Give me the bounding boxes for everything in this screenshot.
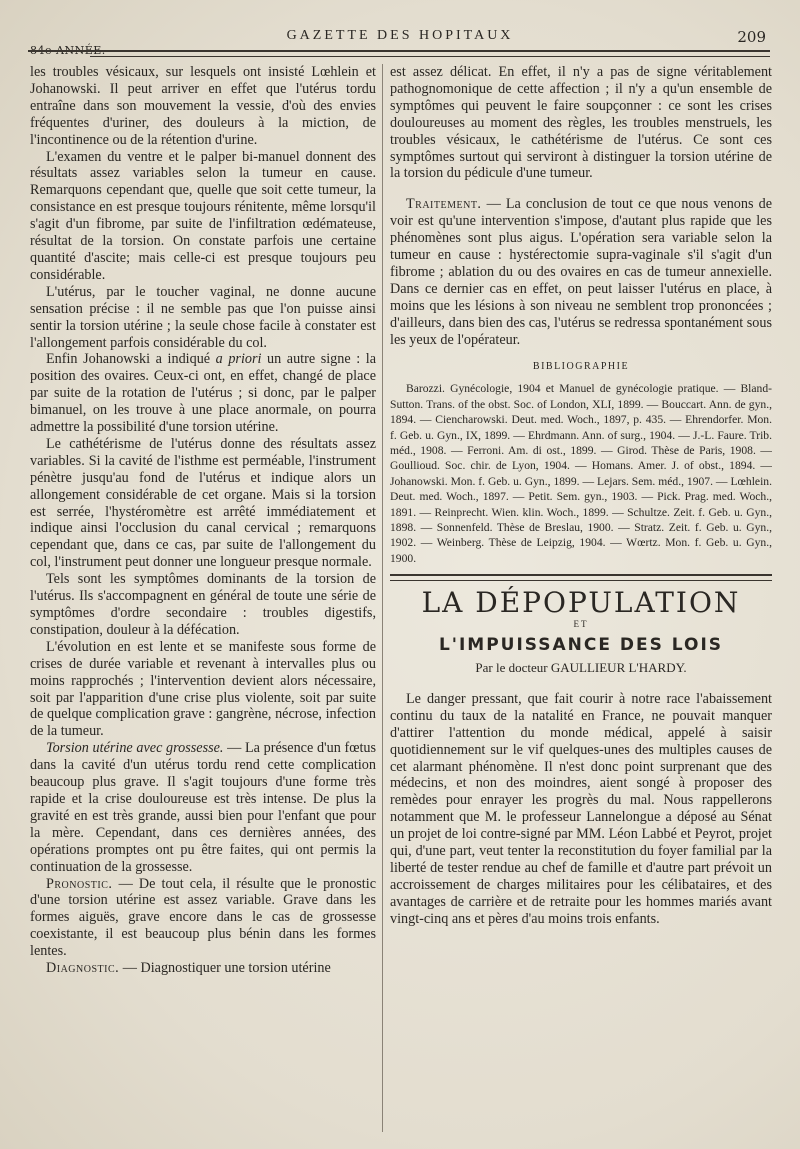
left-column <box>30 64 376 1134</box>
article-separator <box>390 574 772 581</box>
paragraph <box>390 196 772 348</box>
article-subtitle: L'IMPUISSANCE DES LOIS <box>438 635 724 656</box>
paragraph <box>30 740 376 875</box>
header-rule-thin <box>90 56 770 57</box>
running-title: GAZETTE DES HOPITAUX <box>286 28 514 43</box>
section-heading: Torsion utérine avec grossesse. <box>46 740 224 757</box>
text-run: — La conclusion de tout ce que nous venons de voir est qu'une intervention s'impose, d'autant plus rapide que les phénomènes sont plus aigus. L'opération sera variable selon la tumeur en cause : hystérectomie supra-vaginale s'il s'agit d'un fibrome ; ablation du ou des ovaires en cas de tumeur annexielle. Dans ce dernier cas en effet, on peut laisser l'utérus en place, à moins que les lésions à son niveau ne semblent trop prononcées ; d'ailleurs, dans bien des cas, l'utérus se redressa spontanément sous les yeux de l'opérateur. <box>390 196 772 348</box>
paragraph <box>30 876 376 961</box>
italic-run: a priori <box>215 351 262 368</box>
paragraph <box>30 960 376 977</box>
volume-label: 84e ANNÉE. <box>30 44 106 57</box>
paragraph <box>30 351 376 436</box>
article-conjunction: ET <box>573 619 589 630</box>
text-run: — La présence d'un fœtus dans la cavité d'un utérus tordu rend cette complication beaucoup plus grave. Il s'agit toujours d'une forme très rapide et la crise douloureuse est très intense. De plus la gravité en est très grande, aussi bien pour l'enfant que pour la mère. Cependant, dans ces dernières années, des opérations promptes ont pu être faites, qui ont permis la continuation de la grossesse. <box>30 740 376 875</box>
column-divider <box>382 64 383 1132</box>
paragraph: Tels sont les symptômes dominants de la torsion de l'utérus. Ils s'accompagnent en général de toute une série de symptômes d'ordre secondaire : troubles digestifs, constipation, douleur à la défécation. <box>30 571 376 638</box>
paragraph: Le danger pressant, que fait courir à notre race l'abaissement continu du taux de la natalité en France, ne pouvait manquer d'attirer l'attention du monde médical, appelé à saisir quotidiennement sur le vif quelques-unes des multiples causes de cet alarmant phénomène. Il n'est donc point surprenant que des médecins, et non des moindres, aient songé à proposer des remèdes pour enrayer les progrès du mal. Nous rappellerons notamment que M. le professeur Lannelongue a déposé au Sénat un projet de loi contre-signé par MM. Léon Labbé et Peyrot, projet qui, d'une part, veut tenter la reconstitution du foyer familial par la liberté de tester rendue au chef de famille et d'autre part prévoit un accroissement de charges militaires pour les célibataires, et des avantages de carrière et de retraite pour les hommes mariés avant vingt-cinq ans et pères d'au moins trois enfants. <box>390 690 772 927</box>
header-rule <box>28 50 770 52</box>
page-number: 209 <box>737 28 766 46</box>
paragraph: Le cathétérisme de l'utérus donne des résultats assez variables. Si la cavité de l'isthme est perméable, l'instrument pénètre jusqu'au fond de l'utérus et indique alors un allongement considérable de cet organe. Mais si la torsion est serrée, l'hystéromètre est arrêté immédiatement et indique ainsi l'occlusion du canal cervical ; remarquons cependant que, dans ce cas, par suite de l'allongement du col, l'instrument peut donner une longueur presque normale. <box>30 435 376 571</box>
text-run: — De tout cela, il résulte que le pronostic d'une torsion utérine est assez variable. Grave dans les formes aiguës, grave encore dans le cas de grossesse coexistante, il est beaucoup plus bénin dans les formes lentes. <box>30 875 376 960</box>
section-heading: Traitement. <box>406 196 482 213</box>
text-run: Enfin Johanowski a indiqué <box>46 351 216 368</box>
paragraph: est assez délicat. En effet, il n'y a pas de signe véritablement pathognomonique de cette affection ; il n'y a qu'un ensemble de symptômes qui peuvent le faire soupçonner : ce sont les crises douloureuses au moment des règles, les troubles menstruels, les troubles vésicaux, le cathétérisme de l'utérus. Ce sont ces symptômes surtout qui serviront à distinguer la torsion utérine de la torsion du pédicule d'une tumeur. <box>390 64 772 182</box>
bibliography: Barozzi. Gynécologie, 1904 et Manuel de gynécologie pratique. — Bland-Sutton. Trans. of the obst. Soc. of London, XLI, 1899. — Bouccart. Ann. de gyn., 1894. — Ciencharowski. Deut. med. Woch., 1897, p. 435. — Ehrendorfer. Mon. f. Geb. u. Gyn., IX, 1899. — Ehrdmann. Ann. of surg., 1904. — J.-L. Faure. Trib. méd., 1908. — Ferroni. Am. di ost., 1899. — Girod. Thèse de Paris, 1908. — Goullioud. Soc. chir. de Lyon, 1904. — Homans. Amer. J. of obst., 1894. — Johanowski. Mon. f. Geb. u. Gyn., 1899. — Lejars. Sem. méd., 1907. — Lœhlein. Deut. med. Woch., 1897. — Petit. Sem. gyn., 1903. — Pick. Prag. med. Woch., 1891. — Reinprecht. Wien. klin. Woch., 1899. — Schultze. Zeit. f. Geb. u. Gyn., 1898. — Sonnenfeld. Thèse de Breslau, 1900. — Stratz. Zeit. f. Geb. u. Gyn., 1902. — Weinberg. Thèse de Leipzig, 1904. — Wœrtz. Mon. f. Geb. u. Gyn., 1900. <box>390 382 772 565</box>
paragraph: L'évolution en est lente et se manifeste sous forme de crises de durée variable et revenant à intervalles plus ou moins rapprochés ; l'intervention devient alors nécessaire, soit par l'apparition d'une crise plus violente, soit par suite de quelque complication grave : gangrène, nécrose, infection de la tumeur. <box>30 638 376 740</box>
text-run: un autre signe : la position des ovaires. Ceux-ci ont, en effet, changé de place par suite de la rotation de l'utérus ; si donc, par le palper bimanuel, on les trouve à une place anormale, on pourra admettre la possibilité d'une torsion utérine. <box>30 351 376 436</box>
article-author: Par le docteur GAULLIEUR L'HARDY. <box>475 660 687 675</box>
section-heading: Pronostic. <box>46 875 113 892</box>
paragraph: les troubles vésicaux, sur lesquels ont insisté Lœhlein et Johanowski. Il peut arriver en effet que l'utérus tordu entraîne dans son mouvement la vessie, d'où des envies fréquentes d'uriner, des douleurs à la miction, de l'incontinence ou de la rétention d'urine. <box>30 64 376 148</box>
right-column <box>390 64 772 1134</box>
paragraph: L'utérus, par le toucher vaginal, ne donne aucune sensation précise : il ne semble pas que l'on puisse ainsi sentir la torsion utérine ; la seule chose facile à constater est l'allongement parfois considérable du col. <box>30 283 376 351</box>
paragraph: L'examen du ventre et le palper bi-manuel donnent des résultats assez variables selon la tumeur en cause. Remarquons cependant que, quelle que soit cette tumeur, la consistance en est presque toujours rénitente, même lorsqu'il s'agit d'un fibrome, par suite de l'infiltration œdémateuse, résultat de la torsion. On constate parfois une certaine quantité d'ascite; mais celle-ci est presque toujours peu considérable. <box>30 148 376 283</box>
bibliography-title: BIBLIOGRAPHIE <box>532 360 630 372</box>
article-title: LA DÉPOPULATION <box>421 586 741 620</box>
section-heading: Diagnostic. <box>46 960 120 977</box>
text-run: — Diagnostiquer une torsion utérine <box>119 960 331 977</box>
